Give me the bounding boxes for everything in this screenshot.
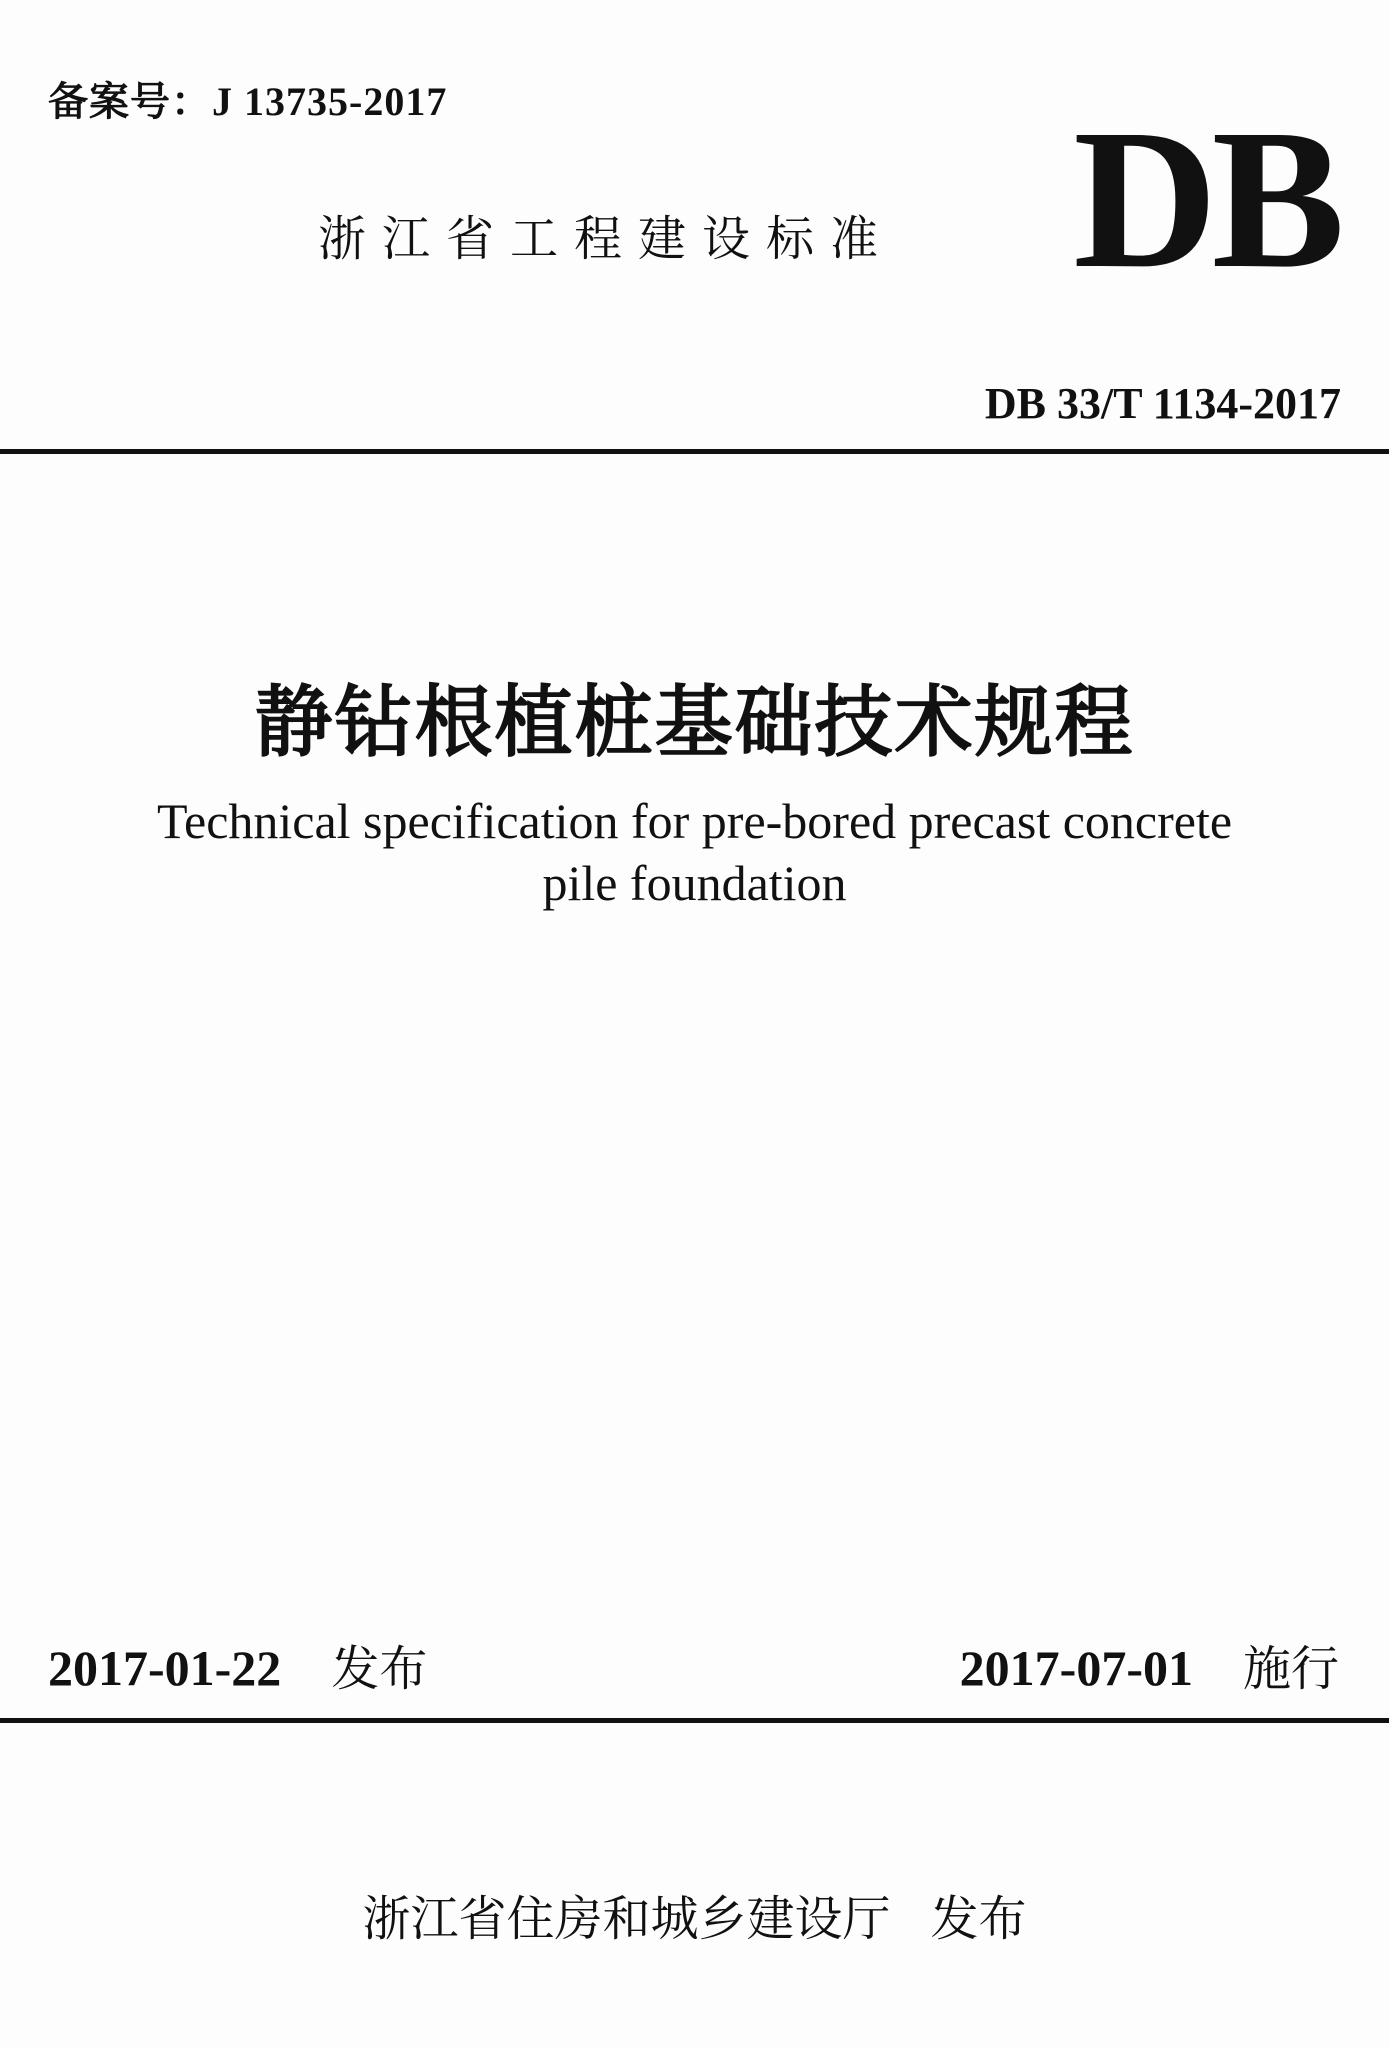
effective-date-block [960, 1630, 1339, 1699]
title-chinese: 静钻根植桩基础技术规程 [254, 678, 1135, 768]
effective-label: 施行 [1242, 1641, 1339, 1697]
db-logo: DB [1073, 89, 1339, 310]
issue-label: 发布 [331, 1641, 428, 1697]
publisher-block [0, 1880, 1389, 1949]
title-english-line2: pile foundation [542, 855, 847, 911]
top-divider [0, 449, 1389, 454]
standard-number: DB 33/T 1134-2017 [984, 379, 1341, 428]
title-english-line1: Technical specification for pre-bored precast concrete [156, 793, 1233, 849]
effective-date: 2017-07-01 [959, 1640, 1193, 1696]
issue-date: 2017-01-22 [48, 1640, 282, 1696]
publish-label: 发布 [930, 1891, 1027, 1947]
standard-category: 浙江省工程建设标准 [318, 211, 895, 267]
record-number [48, 70, 447, 127]
record-label: 备案号： [48, 79, 212, 125]
publisher-name: 浙江省住房和城乡建设厅 [362, 1891, 891, 1947]
title-english [90, 790, 1299, 914]
record-number-value: J 13735-2017 [212, 79, 448, 124]
issue-date-block [48, 1630, 427, 1699]
bottom-divider [0, 1718, 1389, 1723]
